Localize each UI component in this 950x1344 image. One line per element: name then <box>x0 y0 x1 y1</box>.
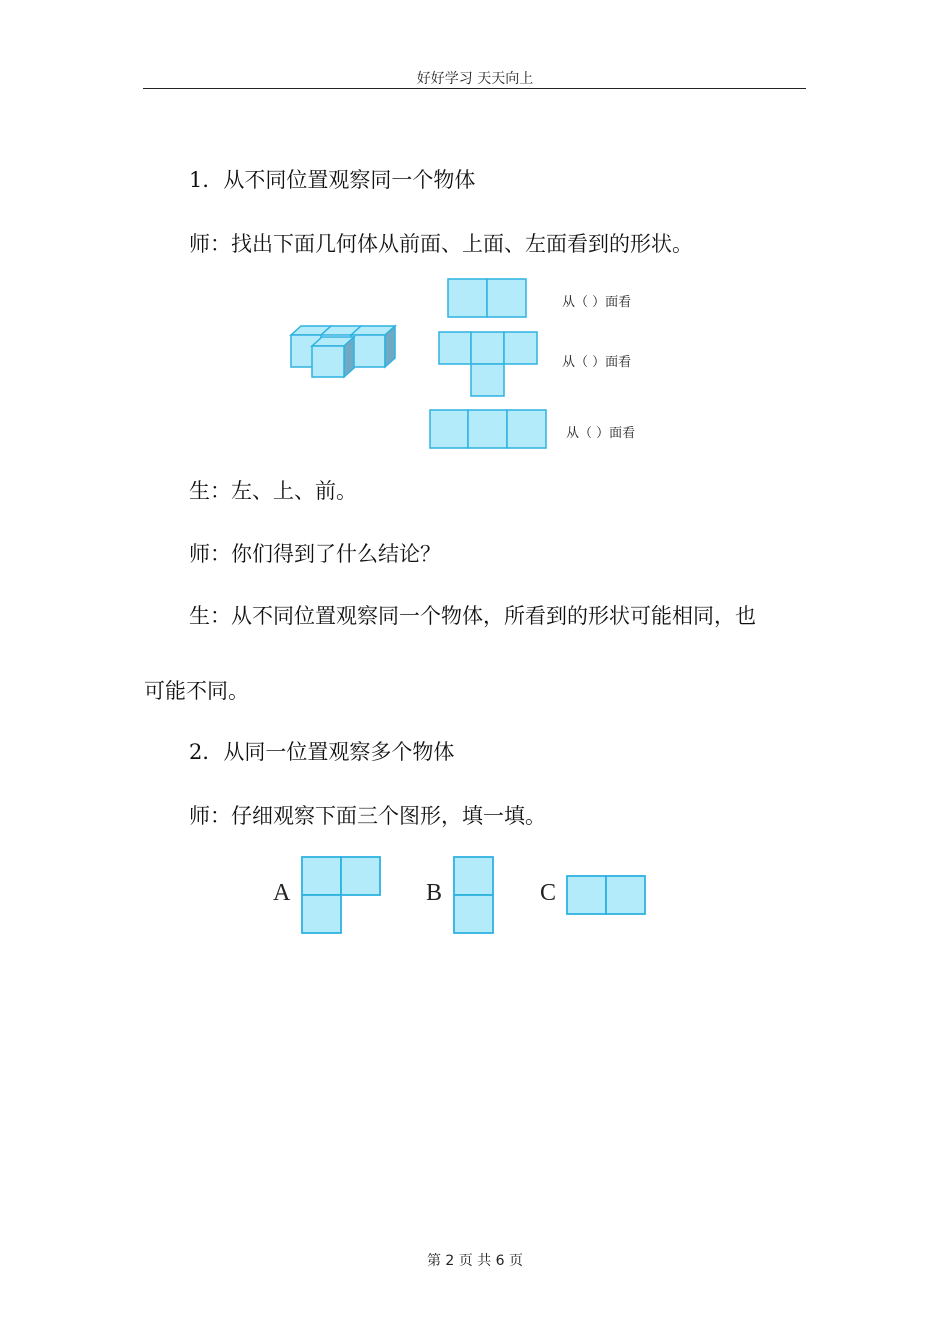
teacher-line-1: 师：找出下面几何体从前面、上面、左面看到的形状。 <box>189 232 693 256</box>
teacher-line-3: 师：仔细观察下面三个图形，填一填。 <box>189 804 546 828</box>
cube-figure <box>288 322 408 382</box>
shape-a <box>301 856 381 934</box>
section-1-heading: 1．从不同位置观察同一个物体 <box>189 168 476 192</box>
student-line-1: 生：左、上、前。 <box>189 479 357 503</box>
teacher-line-2: 师：你们得到了什么结论？ <box>189 542 441 566</box>
caption-view-1: 从（ ）面看 <box>562 295 632 310</box>
student-line-2-cont: 可能不同。 <box>144 679 249 703</box>
label-b: B <box>426 880 443 906</box>
page-header: 好好学习 天天向上 <box>416 71 534 87</box>
t-view-shape <box>438 331 538 397</box>
header-divider <box>143 88 806 89</box>
section-2-heading: 2．从同一位置观察多个物体 <box>189 740 455 764</box>
shape-c <box>566 875 646 915</box>
label-c: C <box>540 880 557 906</box>
top-view-shape <box>447 278 527 318</box>
caption-view-3: 从（ ）面看 <box>566 426 636 441</box>
row-view-shape <box>429 409 547 449</box>
page-footer: 第 2 页 共 6 页 <box>426 1253 524 1269</box>
student-line-2: 生：从不同位置观察同一个物体，所看到的形状可能相同，也 <box>189 604 756 628</box>
shape-b <box>453 856 494 934</box>
label-a: A <box>273 880 291 906</box>
caption-view-2: 从（ ）面看 <box>562 355 632 370</box>
